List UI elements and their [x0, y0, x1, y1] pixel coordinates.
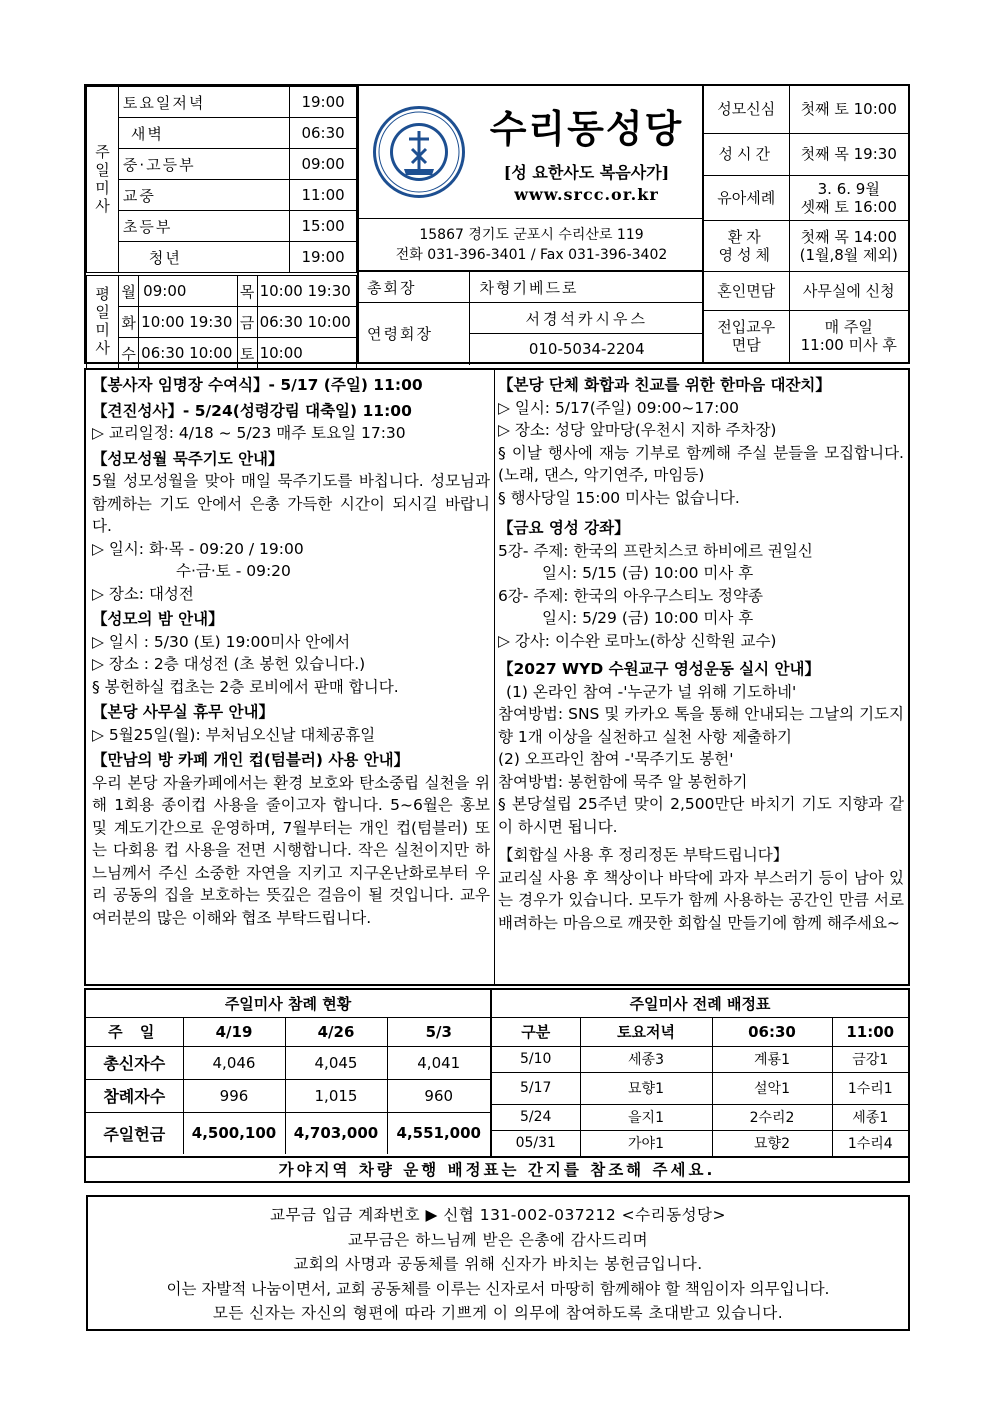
sunday-mass-time: 15:00 [290, 211, 357, 242]
notice-title: 【견진성사】- 5/24(성령강림 대축일) 11:00 [92, 401, 412, 420]
sunday-mass-name: 중·고등부 [118, 149, 289, 180]
attendance-cell: 4,041 [387, 1046, 490, 1079]
liturgy-cell: 05/31 [492, 1130, 580, 1156]
stats-section [84, 988, 910, 1183]
sunday-mass-name: 초등부 [118, 211, 289, 242]
attendance-cell: 4,500,100 [183, 1112, 285, 1154]
sunday-mass-name: 토요일저녁 [118, 87, 289, 118]
notice-line: § 행사당일 15:00 미사는 없습니다. [498, 488, 740, 507]
liturgy-table [492, 990, 908, 1156]
notice-line: ▷ 장소: 성당 앞마당(우천시 지하 주차장) [498, 421, 777, 439]
church-info [359, 84, 704, 364]
notice-line: 5강- 주제: 한국의 프란치스코 하비에르 권일신 [498, 541, 813, 560]
notice-title: 【성모성월 묵주기도 안내】 [92, 449, 284, 468]
notice-body: 우리 본당 자율카페에서는 환경 보호와 탄소중립 실천을 위해 1회용 종이컵 사용을 줄이고자 합니다. 5~6월은 홍보 및 계도기간으로 운영하며, 7월부터는 개인 컵(텀블러) 또는 다회용 컵 사용을 전면 시행합니다. 작은 실천이지만 하느님께서 주신 소중한 자연을 지키고 지구온난화로부터 우리 공동의 집을 보호하는 뜻깊은 걸음이 될 것입니다. 교우 여러분의 많은 이해와 협조 부탁드립니다. [92, 773, 490, 927]
notices-left-column [92, 374, 490, 929]
sacrament-value: 첫째 목 19:30 [789, 133, 908, 175]
president-name: 차형기베드로 [469, 272, 704, 303]
notice-line: ▷ 5월25일(월): 부처님오신날 대체공휴일 [92, 725, 376, 744]
attendance-cell: 4,551,000 [387, 1112, 490, 1154]
notice-line: § 봉헌하실 컵초는 2층 로비에서 판매 합니다. [92, 677, 399, 696]
elder-label: 연령회장 [359, 303, 469, 365]
attendance-title: 주일미사 참례 현황 [86, 990, 490, 1017]
church-address: 15867 경기도 군포시 수리산로 119 [419, 227, 644, 243]
notice-line: § 이날 행사에 재능 기부로 함께해 주실 분들을 모집합니다. (노래, 댄스, 악기연주, 마임등) [498, 443, 904, 484]
sacrament-label: 유아세례 [704, 175, 789, 220]
liturgy-cell: 세종1 [832, 1104, 908, 1130]
sunday-mass-name: 청년 [118, 242, 289, 273]
weekday-day: 수 [119, 338, 139, 369]
donation-text: 이는 자발적 나눔이면서, 교회 공동체를 이루는 신자로서 마땅히 함께해야 할 책임이자 의무입니다. [166, 1279, 830, 1298]
notice-body: 교리실 사용 후 책상이나 바닥에 과자 부스러기 등이 남아 있는 경우가 있습니다. 모두가 함께 사용하는 공간인 만큼 서로 배려하는 마음으로 깨끗한 회합실 만들기에 함께 해주세요~ [498, 868, 904, 932]
sunday-mass-time: 19:00 [290, 87, 357, 118]
sacrament-label: 환자 영성체 [704, 220, 789, 271]
column-divider [494, 370, 495, 984]
liturgy-cell: 가야1 [580, 1130, 712, 1156]
weekday-time: 10:00 19:30 [139, 307, 237, 338]
sunday-mass-name: 새벽 [118, 118, 289, 149]
church-subtitle: [성 요한사도 복음사가] [503, 163, 670, 182]
notice-title: 【봉사자 임명장 수여식】- 5/17 (주일) 11:00 [92, 376, 423, 394]
president-label: 총회장 [359, 272, 469, 303]
notice-line: ▷ 교리일정: 4/18 ~ 5/23 매주 토요일 17:30 [92, 424, 406, 442]
donation-text: 모든 신자는 자신의 형편에 따라 기쁘게 이 의무에 참여하도록 초대받고 있습니다. [212, 1304, 784, 1322]
sacrament-value: 3. 6. 9월 셋째 토 16:00 [789, 175, 908, 220]
mass-schedule [84, 84, 359, 364]
attendance-table [86, 990, 490, 1154]
notice-line: § 본당설립 25주년 맞이 2,500만단 바치기 기도 지향과 같이 하시면 됩니다. [498, 795, 904, 836]
notice-line: ▷ 일시: 화·목 - 09:20 / 19:00 [92, 539, 304, 558]
attendance-cell: 960 [387, 1079, 490, 1112]
liturgy-cell: 계룡1 [712, 1046, 832, 1072]
notice-line: 참여방법: 봉헌함에 묵주 알 봉헌하기 [498, 772, 748, 791]
sunday-mass-time: 09:00 [290, 149, 357, 180]
weekday-time: 06:30 10:00 [257, 307, 356, 338]
notices-right-column [498, 374, 904, 934]
attendance-cell: 996 [183, 1079, 285, 1112]
liturgy-cell: 묘향1 [580, 1072, 712, 1104]
sacrament-label: 성모신심 [704, 86, 789, 133]
liturgy-cell: 5/17 [492, 1072, 580, 1104]
weekday-time: 09:00 [139, 276, 237, 307]
notice-line: 일시: 5/29 (금) 10:00 미사 후 [542, 609, 754, 627]
notice-body: 5월 성모성월을 맞아 매일 묵주기도를 바칩니다. 성모님과 함께하는 기도 안에서 은총 가득한 시간이 되시길 바랍니다. [92, 472, 490, 535]
sacrament-value: 매 주일 11:00 미사 후 [789, 310, 908, 362]
church-address-block [359, 219, 704, 271]
notice-line: 일시: 5/15 (금) 10:00 미사 후 [542, 564, 754, 582]
sacrament-label: 혼인면담 [704, 271, 789, 310]
liturgy-cell: 5/24 [492, 1104, 580, 1130]
attendance-cell: 1,015 [285, 1079, 387, 1112]
notices-section [84, 368, 910, 986]
notice-title: 【만남의 방 카페 개인 컵(텀블러) 사용 안내】 [92, 751, 410, 769]
attendance-header: 5/3 [387, 1017, 490, 1046]
notice-line: 수·금·토 - 09:20 [176, 562, 291, 580]
weekday-day: 화 [119, 307, 139, 338]
elder-phone: 010-5034-2204 [469, 334, 704, 365]
notice-line: (1) 온라인 참여 -'누군가 널 위해 기도하네' [506, 682, 797, 701]
sunday-mass-time: 11:00 [290, 180, 357, 211]
weekday-day: 금 [237, 307, 257, 338]
sacrament-label: 전입교우 면담 [704, 310, 789, 362]
vehicle-notice: 가야지역 차량 운행 배정표는 간지를 참조해 주세요. [86, 1156, 908, 1181]
notice-line: ▷ 장소 : 2층 대성전 (초 봉헌 있습니다.) [92, 655, 366, 673]
sunday-mass-name: 교중 [118, 180, 289, 211]
attendance-row-label: 총신자수 [86, 1046, 183, 1079]
church-name: 수리동성당 [489, 107, 684, 151]
weekday-day: 목 [237, 276, 257, 307]
liturgy-cell: 을지1 [580, 1104, 712, 1130]
notice-title: 【본당 사무실 휴무 안내】 [92, 703, 274, 721]
church-website-link[interactable]: www.srcc.or.kr [514, 185, 659, 204]
attendance-cell: 4,703,000 [285, 1112, 387, 1154]
attendance-row-label: 주일헌금 [86, 1112, 183, 1154]
liturgy-cell: 세종3 [580, 1046, 712, 1072]
account-info: 교무금 입금 계좌번호 ▶ 신협 131-002-037212 <수리동성당> [269, 1206, 727, 1224]
liturgy-cell: 1수리1 [832, 1072, 908, 1104]
sacrament-schedule [704, 84, 910, 364]
weekday-time: 06:30 10:00 [139, 338, 237, 369]
sunday-mass-time: 06:30 [290, 118, 357, 149]
notice-line: ▷ 장소: 대성전 [92, 584, 194, 603]
donation-text: 교무금은 하느님께 받은 은총에 감사드리며 [347, 1230, 649, 1249]
liturgy-cell: 5/10 [492, 1046, 580, 1072]
liturgy-header: 06:30 [712, 1017, 832, 1046]
attendance-header: 주 일 [86, 1017, 183, 1046]
sacrament-value: 사무실에 신청 [789, 271, 908, 310]
weekday-time: 10:00 19:30 [257, 276, 356, 307]
liturgy-header: 구분 [492, 1017, 580, 1046]
weekday-mass-label: 평일미사 [87, 276, 119, 369]
donation-box [86, 1195, 910, 1331]
liturgy-cell: 금강1 [832, 1046, 908, 1072]
liturgy-cell: 2수리2 [712, 1104, 832, 1130]
notice-line: ▷ 일시: 5/17(주일) 09:00~17:00 [498, 398, 740, 417]
weekday-day: 토 [237, 338, 257, 369]
liturgy-cell: 1수리4 [832, 1130, 908, 1156]
attendance-cell: 4,046 [183, 1046, 285, 1079]
notice-line: 참여방법: SNS 및 카카오 톡을 통해 안내되는 그날의 기도지향 1개 이상을 실천하고 실천 사항 제출하기 [498, 705, 904, 746]
attendance-row-label: 참례자수 [86, 1079, 183, 1112]
church-seal-icon [373, 106, 465, 198]
notice-line: ▷ 일시 : 5/30 (토) 19:00미사 안에서 [92, 632, 351, 651]
attendance-header: 4/19 [183, 1017, 285, 1046]
notice-title: 【2027 WYD 수원교구 영성운동 실시 안내】 [498, 660, 820, 678]
sunday-mass-time: 19:00 [290, 242, 357, 273]
weekday-time: 10:00 [257, 338, 356, 369]
notice-line: ▷ 강사: 이수완 로마노(하상 신학원 교수) [498, 631, 777, 650]
liturgy-header: 토요저녁 [580, 1017, 712, 1046]
church-phone: 전화 031-396-3401 / Fax 031-396-3402 [395, 247, 668, 263]
attendance-header: 4/26 [285, 1017, 387, 1046]
notice-line: 6강- 주제: 한국의 아우구스티노 정약종 [498, 586, 763, 605]
sacrament-value: 첫째 목 14:00 (1월,8월 제외) [789, 220, 908, 271]
sunday-mass-label: 주일미사 [87, 87, 119, 273]
notice-line: (2) 오프라인 참여 -'묵주기도 봉헌' [498, 750, 734, 768]
sacrament-value: 첫째 토 10:00 [789, 86, 908, 133]
notice-title: 【금요 영성 강좌】 [498, 519, 630, 537]
liturgy-header: 11:00 [832, 1017, 908, 1046]
masthead [359, 86, 704, 219]
donation-text: 교회의 사명과 공동체를 위해 신자가 바치는 봉헌금입니다. [293, 1255, 703, 1273]
liturgy-cell: 설악1 [712, 1072, 832, 1104]
notice-title: 【본당 단체 화합과 친교를 위한 한마음 대잔치】 [498, 376, 831, 394]
notice-title: 【성모의 밤 안내】 [92, 610, 224, 628]
attendance-cell: 4,045 [285, 1046, 387, 1079]
notice-title: 【회합실 사용 후 정리정돈 부탁드립니다】 [498, 846, 789, 864]
liturgy-title: 주일미사 전례 배정표 [492, 990, 908, 1017]
liturgy-cell: 묘향2 [712, 1130, 832, 1156]
weekday-day: 월 [119, 276, 139, 307]
elder-name: 서경석카시우스 [469, 303, 704, 334]
officers-table [359, 271, 704, 365]
sacrament-label: 성시간 [704, 133, 789, 175]
